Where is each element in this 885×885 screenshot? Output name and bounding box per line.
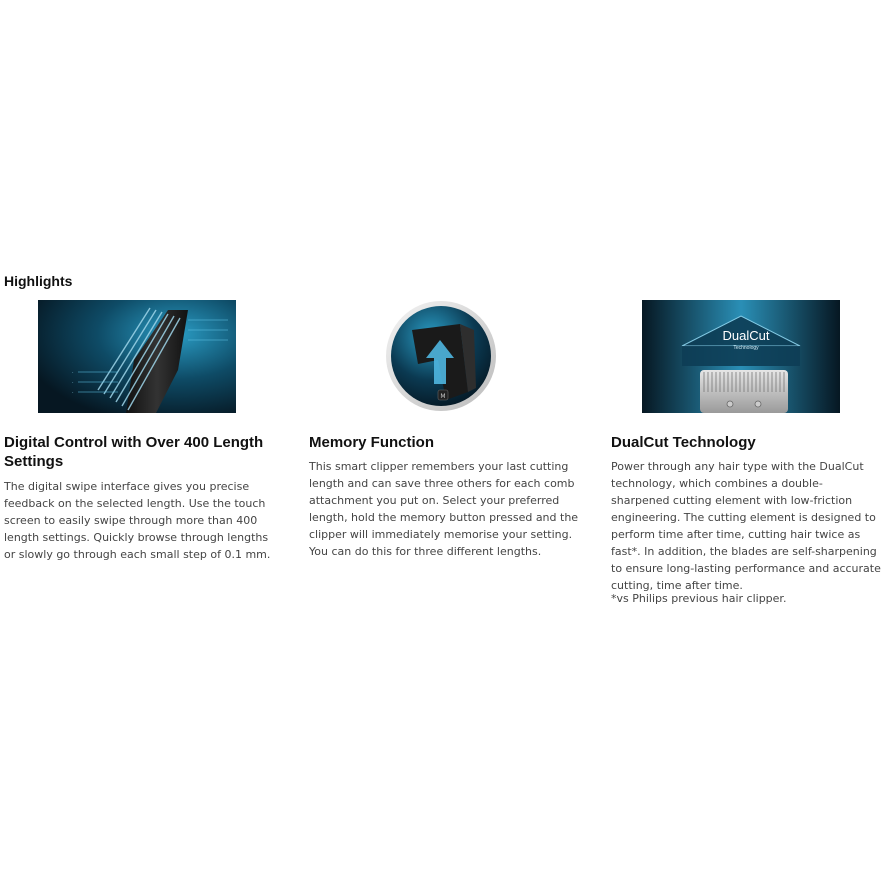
feature-body: This smart clipper remembers your last cutting length and can save three others for each comb attachment you put on. Select your preferred length, hold the memory button pressed and the clipper will immediately memorise your setting. You can do this for three different lengths. <box>309 460 579 558</box>
dualcut-label: DualCut <box>722 328 770 343</box>
dualcut-sublabel: Technology <box>733 345 759 351</box>
clipper-comb-lengths-icon <box>38 300 236 413</box>
section-title: Highlights <box>4 273 73 289</box>
feature-body: The digital swipe interface gives you precise feedback on the selected length. Use the touch screen to easily swipe through more than 400 length settings. Quickly browse through lengths or slowly go through each small step of 0.1 mm. <box>4 480 271 561</box>
svg-text:M: M <box>440 393 446 400</box>
feature-heading: Memory Function <box>309 434 435 451</box>
feature-body: Power through any hair type with the DualCut technology, which combines a double-sharpened cutting element with low-friction engineering. The cutting element is designed to perform time after time, cutting hair twice as fast*. In addition, the blades are self-sharpening to ensure long-lasting performance and accurate cutting, time after time. <box>611 460 881 592</box>
feature-heading: Digital Control with Over 400 Length Settings <box>4 434 264 470</box>
svg-text:·: · <box>72 380 74 386</box>
svg-text:·: · <box>72 370 74 376</box>
dualcut-blade-icon <box>642 300 840 413</box>
footnote: *vs Philips previous hair clipper. <box>611 592 787 605</box>
svg-text:·: · <box>72 390 74 396</box>
memory-button-icon <box>342 300 540 413</box>
feature-heading: DualCut Technology <box>611 434 756 451</box>
